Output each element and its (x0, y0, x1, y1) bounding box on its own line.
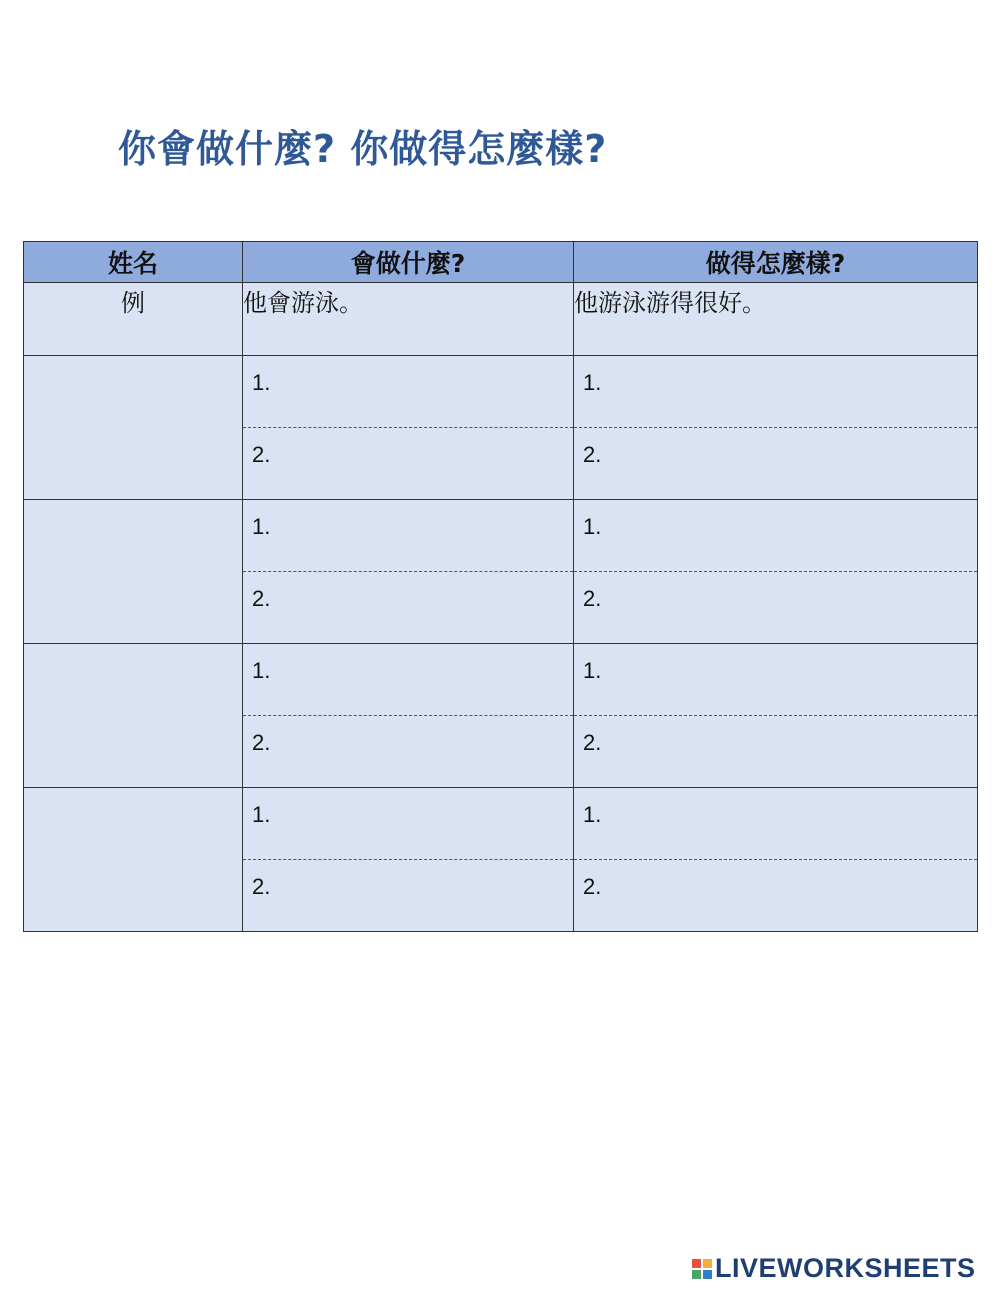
example-label: 例 (24, 283, 243, 356)
answer-field[interactable]: 2. (252, 442, 271, 467)
answer-field[interactable]: 2. (252, 586, 271, 611)
header-how-well: 做得怎麼樣? (574, 242, 978, 283)
table-row (24, 788, 978, 932)
answer-field[interactable]: 1. (243, 788, 573, 860)
name-input-cell[interactable] (24, 788, 243, 932)
answer-field[interactable]: 1. (243, 500, 573, 572)
answer-field[interactable]: 2. (583, 442, 602, 467)
answer-field[interactable]: 1. (243, 644, 573, 716)
table-row (24, 644, 978, 788)
how-well-cell (574, 500, 978, 644)
how-well-cell (574, 644, 978, 788)
answer-field[interactable]: 1. (574, 644, 977, 716)
logo-square (692, 1259, 701, 1268)
answer-field[interactable]: 2. (583, 586, 602, 611)
page-title: 你會做什麼? 你做得怎麼樣? (118, 127, 608, 171)
example-can-do: 他會游泳。 (243, 283, 574, 356)
answer-field[interactable]: 1. (243, 356, 573, 428)
answer-field[interactable]: 1. (574, 356, 977, 428)
how-well-cell (574, 788, 978, 932)
how-well-cell (574, 356, 978, 500)
example-row (24, 283, 978, 356)
liveworksheets-logo (692, 1253, 976, 1284)
header-name: 姓名 (24, 242, 243, 283)
name-input-cell[interactable] (24, 644, 243, 788)
answer-field[interactable]: 2. (252, 874, 271, 899)
can-do-cell (243, 788, 574, 932)
table-row (24, 356, 978, 500)
table-row (24, 500, 978, 644)
answer-field[interactable]: 2. (583, 874, 602, 899)
name-input-cell[interactable] (24, 500, 243, 644)
table-header-row (24, 242, 978, 283)
logo-square (703, 1270, 712, 1279)
answer-field[interactable]: 1. (574, 500, 977, 572)
logo-square (703, 1259, 712, 1268)
example-how-well: 他游泳游得很好。 (574, 283, 978, 356)
logo-text: LIVEWORKSHEETS (715, 1253, 976, 1283)
answer-field[interactable]: 2. (252, 730, 271, 755)
header-can-do: 會做什麼? (243, 242, 574, 283)
name-input-cell[interactable] (24, 356, 243, 500)
can-do-cell (243, 356, 574, 500)
answer-field[interactable]: 2. (583, 730, 602, 755)
can-do-cell (243, 644, 574, 788)
logo-square (692, 1270, 701, 1279)
worksheet-table (23, 241, 978, 932)
logo-mark-icon (692, 1259, 712, 1279)
can-do-cell (243, 500, 574, 644)
answer-field[interactable]: 1. (574, 788, 977, 860)
